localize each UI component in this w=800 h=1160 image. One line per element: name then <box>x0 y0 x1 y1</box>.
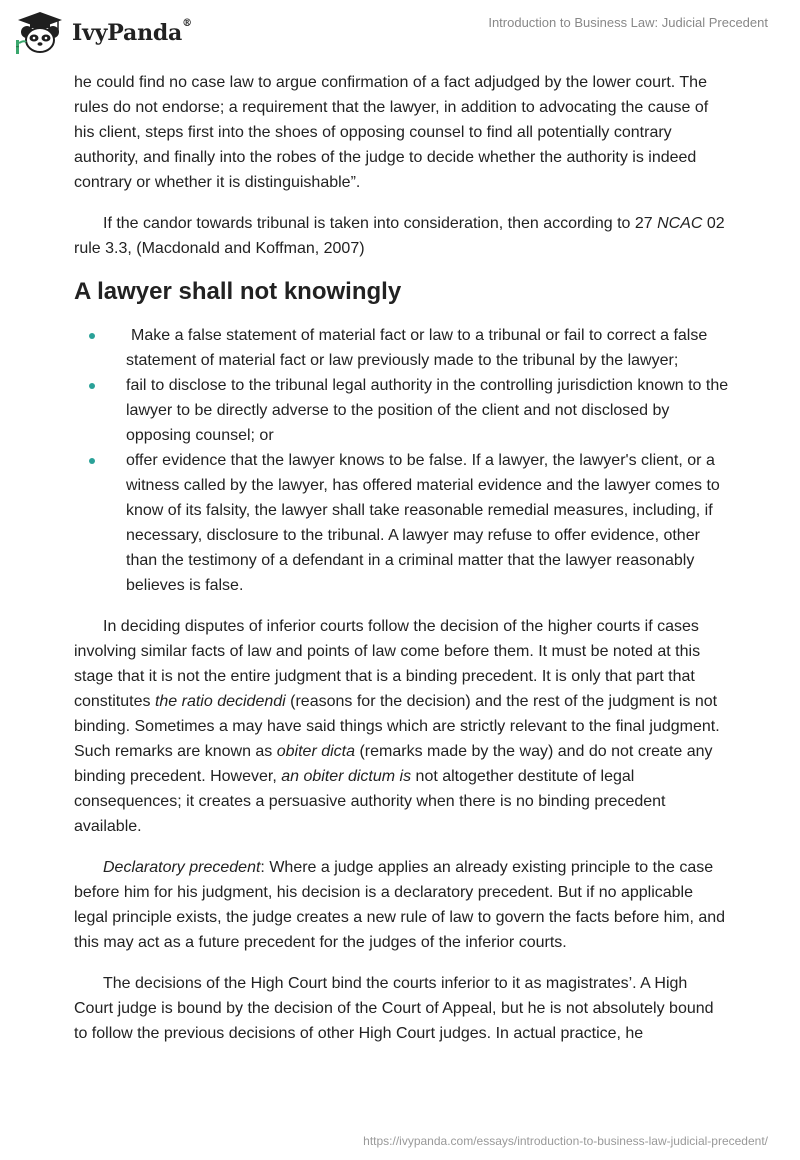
brand-name: IvyPanda® <box>72 18 192 46</box>
page-header <box>0 0 800 70</box>
registered-mark: ® <box>182 18 192 29</box>
list-item: fail to disclose to the tribunal legal authority in the controlling jurisdiction known to the lawyer to be directly adverse to the position of the client and not disclosed by opposing counsel; or <box>74 373 730 448</box>
obiter-dictum-term: an obiter dictum is <box>281 768 412 785</box>
ivypanda-logo[interactable] <box>14 10 192 56</box>
obiter-dicta-term: obiter dicta <box>276 743 356 760</box>
source-url[interactable]: https://ivypanda.com/essays/introduction-to-business-law-judicial-precedent/ <box>363 1134 768 1148</box>
ratio-decidendi-term: the ratio decidendi <box>154 693 286 710</box>
ncac-reference: NCAC <box>657 215 703 232</box>
paragraph-2: If the candor towards tribunal is taken into consideration, then according to 27 NCAC 02 rule 3.3, (Macdonald and Koffman, 2007) <box>74 215 725 257</box>
paragraph-3: In deciding disputes of inferior courts follow the decision of the higher courts if cases involving similar facts of law and points of law come before them. It must be noted at this stage that it is not the entire judgment that is a binding precedent. It is only that part that constitutes the ratio decidendi (reasons for the decision) and the rest of the judgment is not binding. Sometimes a may have said things which are strictly relevant to the final judgment. Such remarks are known as obiter dicta (remarks made by the way) and do not create any binding precedent. However, an obiter dictum is not altogether destitute of legal consequences; it creates a persuasive authority when there is no binding precedent available. <box>74 618 720 835</box>
declaratory-precedent-term: Declaratory precedent <box>103 859 261 876</box>
list-item: Make a false statement of material fact or law to a tribunal or fail to correct a false statement of material fact or law previously made to the tribunal by the lawyer; <box>74 323 730 373</box>
bullet-icon <box>89 383 95 389</box>
bullet-icon <box>89 458 95 464</box>
bullet-icon <box>89 333 95 339</box>
section-heading: A lawyer shall not knowingly <box>74 278 402 305</box>
article-body <box>74 70 730 1062</box>
panda-graduate-icon <box>14 10 66 56</box>
document-title: Introduction to Business Law: Judicial Precedent <box>488 15 768 30</box>
paragraph-4: Declaratory precedent: Where a judge applies an already existing principle to the case before him for his judgment, his decision is a declaratory precedent. But if no applicable legal principle exists, the judge creates a new rule of law to govern the facts before him, and this may act as a future precedent for the judges of the inferior courts. <box>74 859 726 951</box>
paragraph-5: The decisions of the High Court bind the courts inferior to it as magistrates’. A High Court judge is bound by the decision of the Court of Appeal, but he is not absolutely bound to follow the previous decisions of other High Court judges. In actual practice, he <box>74 975 714 1042</box>
list-item: offer evidence that the lawyer knows to be false. If a lawyer, the lawyer's client, or a witness called by the lawyer, has offered material evidence and the lawyer comes to know of its falsity, the lawyer shall take reasonable remedial measures, including, if necessary, disclosure to the tribunal. A lawyer may refuse to offer evidence, other than the testimony of a defendant in a criminal matter that the lawyer reasonably believes is false. <box>74 448 730 598</box>
bullet-list <box>74 323 730 598</box>
paragraph-1: he could find no case law to argue confirmation of a fact adjudged by the lower court. The rules do not endorse; a requirement that the lawyer, in addition to advocating the cause of his client, steps first into the shoes of opposing counsel to find all potentially contrary authority, and finally into the robes of the judge to decide whether the authority is indeed contrary or whether it is distinguishable”. <box>74 74 709 191</box>
